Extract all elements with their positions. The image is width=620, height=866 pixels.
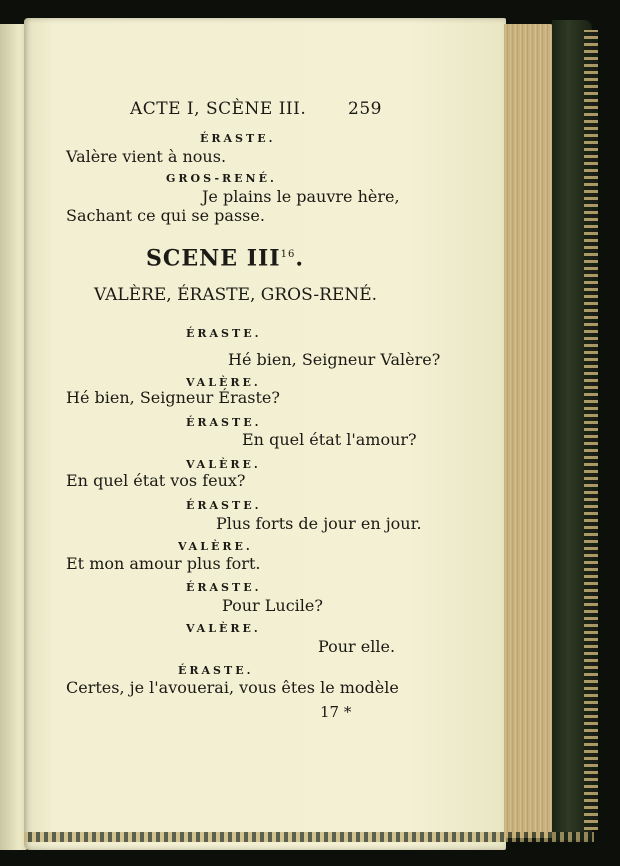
speaker-name: ÉRASTE. — [186, 416, 262, 429]
scene-title: SCENE III — [146, 245, 281, 272]
scene-period: . — [295, 245, 304, 272]
speaker-name: ÉRASTE. — [200, 132, 276, 145]
speaker-name: ÉRASTE. — [186, 327, 262, 340]
verse-line: Hé bien, Seigneur Éraste? — [66, 388, 280, 407]
verse-line: Certes, je l'avouerai, vous êtes le modèle — [66, 678, 399, 697]
speaker-name: VALÈRE. — [178, 540, 253, 553]
running-title: ACTE I, SCÈNE III. — [130, 99, 307, 119]
page-number: 259 — [348, 99, 382, 119]
verse-line: Valère vient à nous. — [66, 147, 227, 166]
speaker-name: VALÈRE. — [186, 622, 261, 635]
footnote-marker: 16 — [280, 249, 296, 260]
verse-line: Pour elle. — [318, 637, 396, 656]
signature-mark: 17 * — [320, 703, 352, 721]
cast-list: VALÈRE, ÉRASTE, GROS-RENÉ. — [94, 285, 378, 305]
speaker-name: ÉRASTE. — [186, 581, 262, 594]
verse-line: En quel état l'amour? — [242, 430, 417, 449]
verse-line: Sachant ce qui se passe. — [66, 206, 265, 225]
verse-line: Plus forts de jour en jour. — [216, 514, 422, 533]
speaker-name: ÉRASTE. — [186, 499, 262, 512]
verse-line: Et mon amour plus fort. — [66, 554, 261, 573]
scene-heading — [146, 245, 304, 272]
verse-line: Hé bien, Seigneur Valère? — [228, 350, 441, 369]
verse-line: En quel état vos feux? — [66, 471, 246, 490]
speaker-name: VALÈRE. — [186, 376, 261, 389]
verse-line: Je plains le pauvre hère, — [202, 187, 400, 206]
speaker-name: ÉRASTE. — [178, 664, 254, 677]
speaker-name: VALÈRE. — [186, 458, 261, 471]
speaker-name: GROS-RENÉ. — [166, 172, 277, 185]
verse-line: Pour Lucile? — [222, 596, 323, 615]
